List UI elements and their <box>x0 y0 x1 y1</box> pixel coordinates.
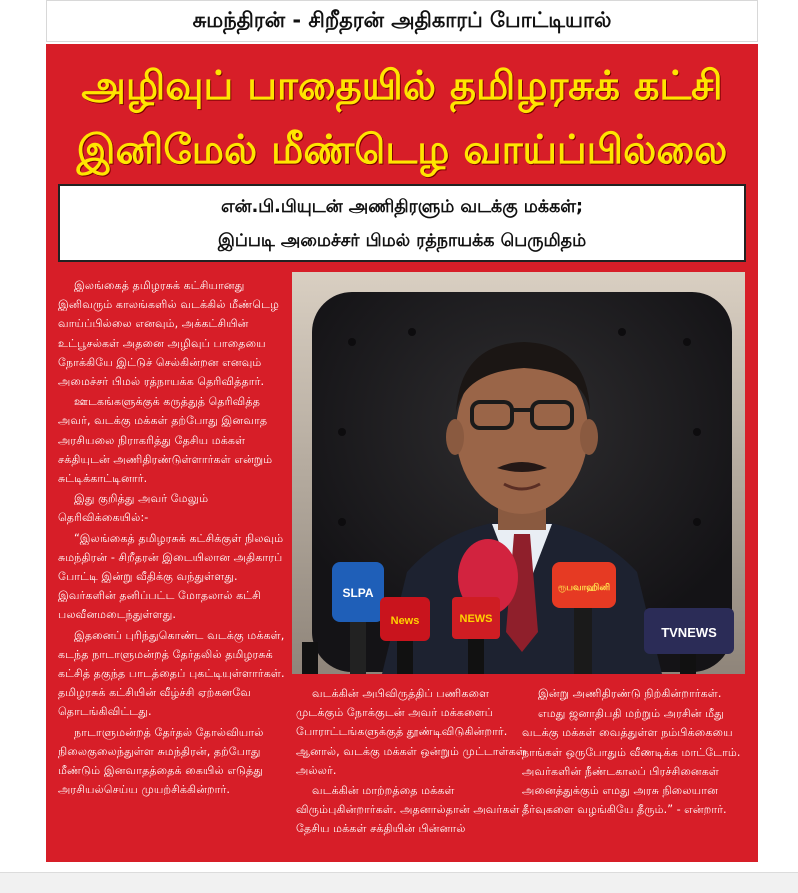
article-panel <box>46 44 758 862</box>
paragraph: இதனைப் புரிந்துகொண்ட வடக்கு மக்கள், கடந்த நாடாளுமன்றத் தேர்தலில் தமிழரசுக் கட்சித் தகுந்த பாடத்தைப் புகட்டியுள்ளார்கள். தமிழரசுக் கட்சியின் வீழ்ச்சி ஏற்கனவே தொடங்கிவிட்டது. <box>58 628 285 719</box>
subheadline-line-2: இப்படி அமைச்சர் பிமல் ரத்நாயக்க பெருமிதம் <box>217 231 587 251</box>
body-column-left <box>58 276 290 799</box>
paragraph: இலங்கைத் தமிழரசுக் கட்சியானது இனிவரும் காலங்களில் வடக்கில் மீண்டெழ வாய்ப்பில்லை எனவும், அக்கட்சியின் உட்பூசல்கள் அதனை அழிவுப் பாதையை நோக்கியே இட்டுச் செல்கின்றன எனவும் அமைச்சர் பிமல் ரத்நாயக்க தெரிவித்தார். <box>58 279 280 389</box>
main-headline <box>46 54 758 182</box>
paragraph: இது குறித்து அவர் மேலும் தெரிவிக்கையில்:- <box>58 492 209 525</box>
mic-label-slpa: SLPA <box>342 586 374 600</box>
body-column-right <box>522 684 748 819</box>
mic-label-news-2: News <box>390 615 420 627</box>
headline-line-1: அழிவுப் பாதையில் தமிழரசுக் கட்சி <box>81 63 723 109</box>
subheadline-box <box>58 184 746 262</box>
headline-line-2: இனிமேல் மீண்டெழ வாய்ப்பில்லை <box>76 127 728 173</box>
body-column-middle <box>296 684 526 839</box>
screenshot-bottom-bar <box>0 872 798 893</box>
minister-press-photo <box>292 272 745 674</box>
mic-label-news: NEWS <box>459 613 493 625</box>
paragraph: ஊடகங்களுக்குக் கருத்துத் தெரிவித்த அவர், வடக்கு மக்கள் தற்போது இனவாத அரசியலை நிராகரித்து தேசிய மக்கள் சக்தியுடன் அணிதிரண்டுள்ளார்கள் என்றும் சுட்டிக்காட்டினார். <box>58 395 273 486</box>
mic-label-tvnews: TVNEWS <box>661 625 717 640</box>
paragraph: நாடாளுமன்றத் தேர்தல் தோல்வியால் நிலைகுலைந்துள்ள சுமந்திரன், தற்போது மீண்டும் இனவாதத்தைக் கையில் எடுத்து அரசியல்செய்ய முயற்சிக்கின்றார். <box>58 725 264 797</box>
subheadline-line-1: என்.பி.பியுடன் அணிதிரளும் வடக்கு மக்கள்; <box>220 197 584 217</box>
photo-illustration <box>292 272 745 674</box>
paragraph: “இலங்கைத் தமிழரசுக் கட்சிக்குள் நிலவும் சுமந்திரன் - சிறீதரன் இடையிலான அதிகாரப் போட்டி இன்று வீதிக்கு வந்துள்ளது. இவர்களின் தனிப்பட்ட மோதலால் கட்சி பலவீனமடைந்துள்ளது. <box>58 531 284 622</box>
paragraph: எமது ஜனாதிபதி மற்றும் அரசின் மீது வடக்கு மக்கள் வைத்துள்ள நம்பிக்கையை நாங்கள் ஒருபோதும் வீணடிக்க மாட்டோம். அவர்களின் நீண்டகாலப் பிரச்சினைகள் அனைத்துக்கும் எமது அரசு நிலையான தீர்வுகளை வழங்கியே தீரும்.” - என்றார். <box>522 707 741 817</box>
paragraph: வடக்கின் அபிவிருத்திப் பணிகளை முடக்கும் நோக்குடன் அவர் மக்களைப் போராட்டங்களுக்குத் தூண்டிவிடுகின்றார். ஆனால், வடக்கு மக்கள் ஒன்றும் முட்டாள்கள் அல்லர். <box>296 687 526 777</box>
paragraph: இன்று அணிதிரண்டு நிற்கின்றார்கள். <box>538 687 722 700</box>
kicker-strap: சுமந்திரன் - சிறீதரன் அதிகாரப் போட்டியால் <box>46 0 758 42</box>
paragraph: வடக்கின் மாற்றத்தை மக்கள் விரும்புகின்றார்கள். அதனால்தான் அவர்கள் தேசிய மக்கள் சக்தியின் பின்னால் <box>296 784 520 836</box>
mic-label-rupavahini: ரூபவாஹினி <box>557 583 611 593</box>
